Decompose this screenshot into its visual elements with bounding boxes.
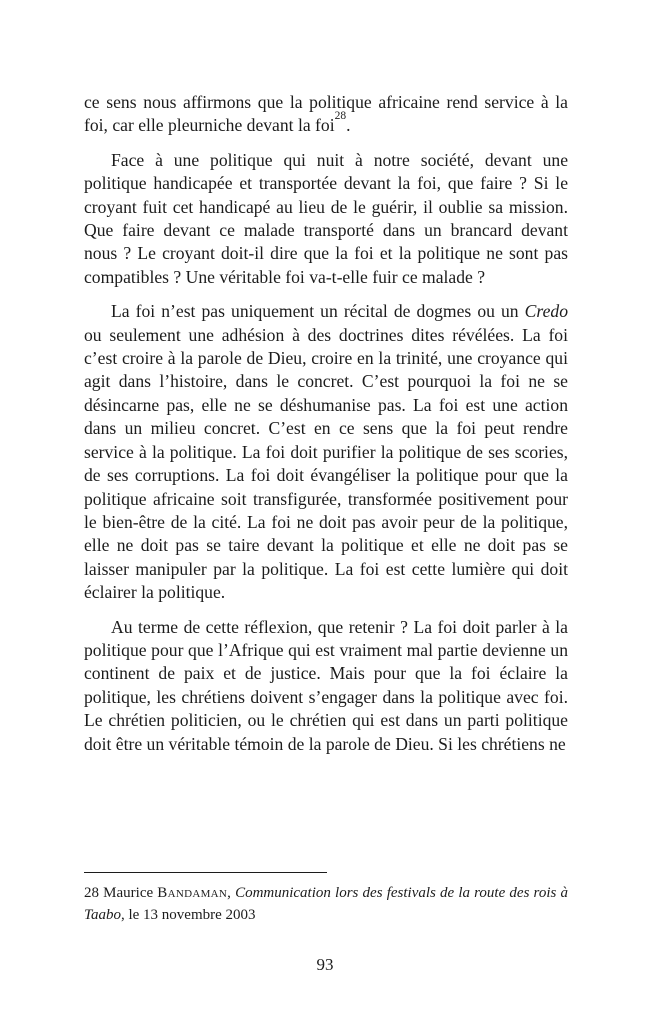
- footnote-reference-number: 28: [334, 109, 347, 122]
- paragraph: Face à une politique qui nuit à notre société, devant une politique handicapée et transportée devant la foi, que faire ? Si le croyant fuit cet handicapé au lieu de le guérir, il oublie sa mission. Que faire devant ce malade transporté dans un brancard devant nous ? Le croyant doit-il dire que la foi et la politique ne sont pas compatibles ? Une véritable foi va-t-elle fuir ce malade ?: [84, 149, 568, 287]
- footnote-title-italic: Communication lors des festivals de la route des rois à Taabo: [84, 885, 568, 923]
- paragraph-text: ce sens nous affirmons que la politique africaine rend service à la foi, car elle pleurniche devant la foi: [84, 92, 568, 136]
- paragraph-text: La foi n’est pas uniquement un récital de dogmes ou un: [111, 301, 525, 322]
- footnote-separator: ,: [227, 885, 236, 901]
- paragraph-text: ou seulement une adhésion à des doctrines dites révélées. La foi c’est croire à la parole de Dieu, croire en la trinité, une croyance qui agit dans l’histoire, dans le concret. C’est pourquoi la foi ne se désincarne pas, elle ne se déshumanise pas. La foi est une action dans un milieu concret. C’est en ce sens que la foi peut rendre service à la politique. La foi doit purifier la politique de ses scories, de ses corruptions. La foi doit évangéliser la politique pour que la politique africaine soit transfigurée, transformée positivement pour le bien-être de la cité. La foi ne doit pas avoir peur de la politique, elle ne doit pas se taire devant la politique et elle ne doit pas se laisser manipuler par la politique. La foi est cette lumière qui doit éclairer la politique.: [84, 324, 568, 603]
- page-number: 93: [316, 955, 334, 974]
- paragraph: Au terme de cette réflexion, que retenir ? La foi doit parler à la politique pour que l’Afrique qui est vraiment mal partie devienne un continent de paix et de justice. Mais pour que la foi éclaire la politique, les chrétiens doivent s’engager dans la politique avec foi. Le chrétien politicien, ou le chrétien qui est dans un parti politique doit être un véritable témoin de la parole de Dieu. Si les chrétiens ne: [84, 616, 568, 754]
- paragraph: [84, 300, 568, 604]
- paragraph-text: .: [346, 115, 351, 136]
- footnote-author-smallcaps: Bandaman: [157, 885, 228, 901]
- page-body: [84, 91, 568, 756]
- footnote-separator-rule: [84, 872, 327, 873]
- paragraph-continuation: [84, 91, 568, 138]
- footnote-block: [84, 872, 568, 926]
- footnote-text: [84, 883, 568, 926]
- italic-term: Credo: [524, 301, 568, 322]
- footnote-tail: , le 13 novembre 2003: [120, 906, 256, 923]
- footnote-lead: 28 Maurice: [84, 885, 158, 901]
